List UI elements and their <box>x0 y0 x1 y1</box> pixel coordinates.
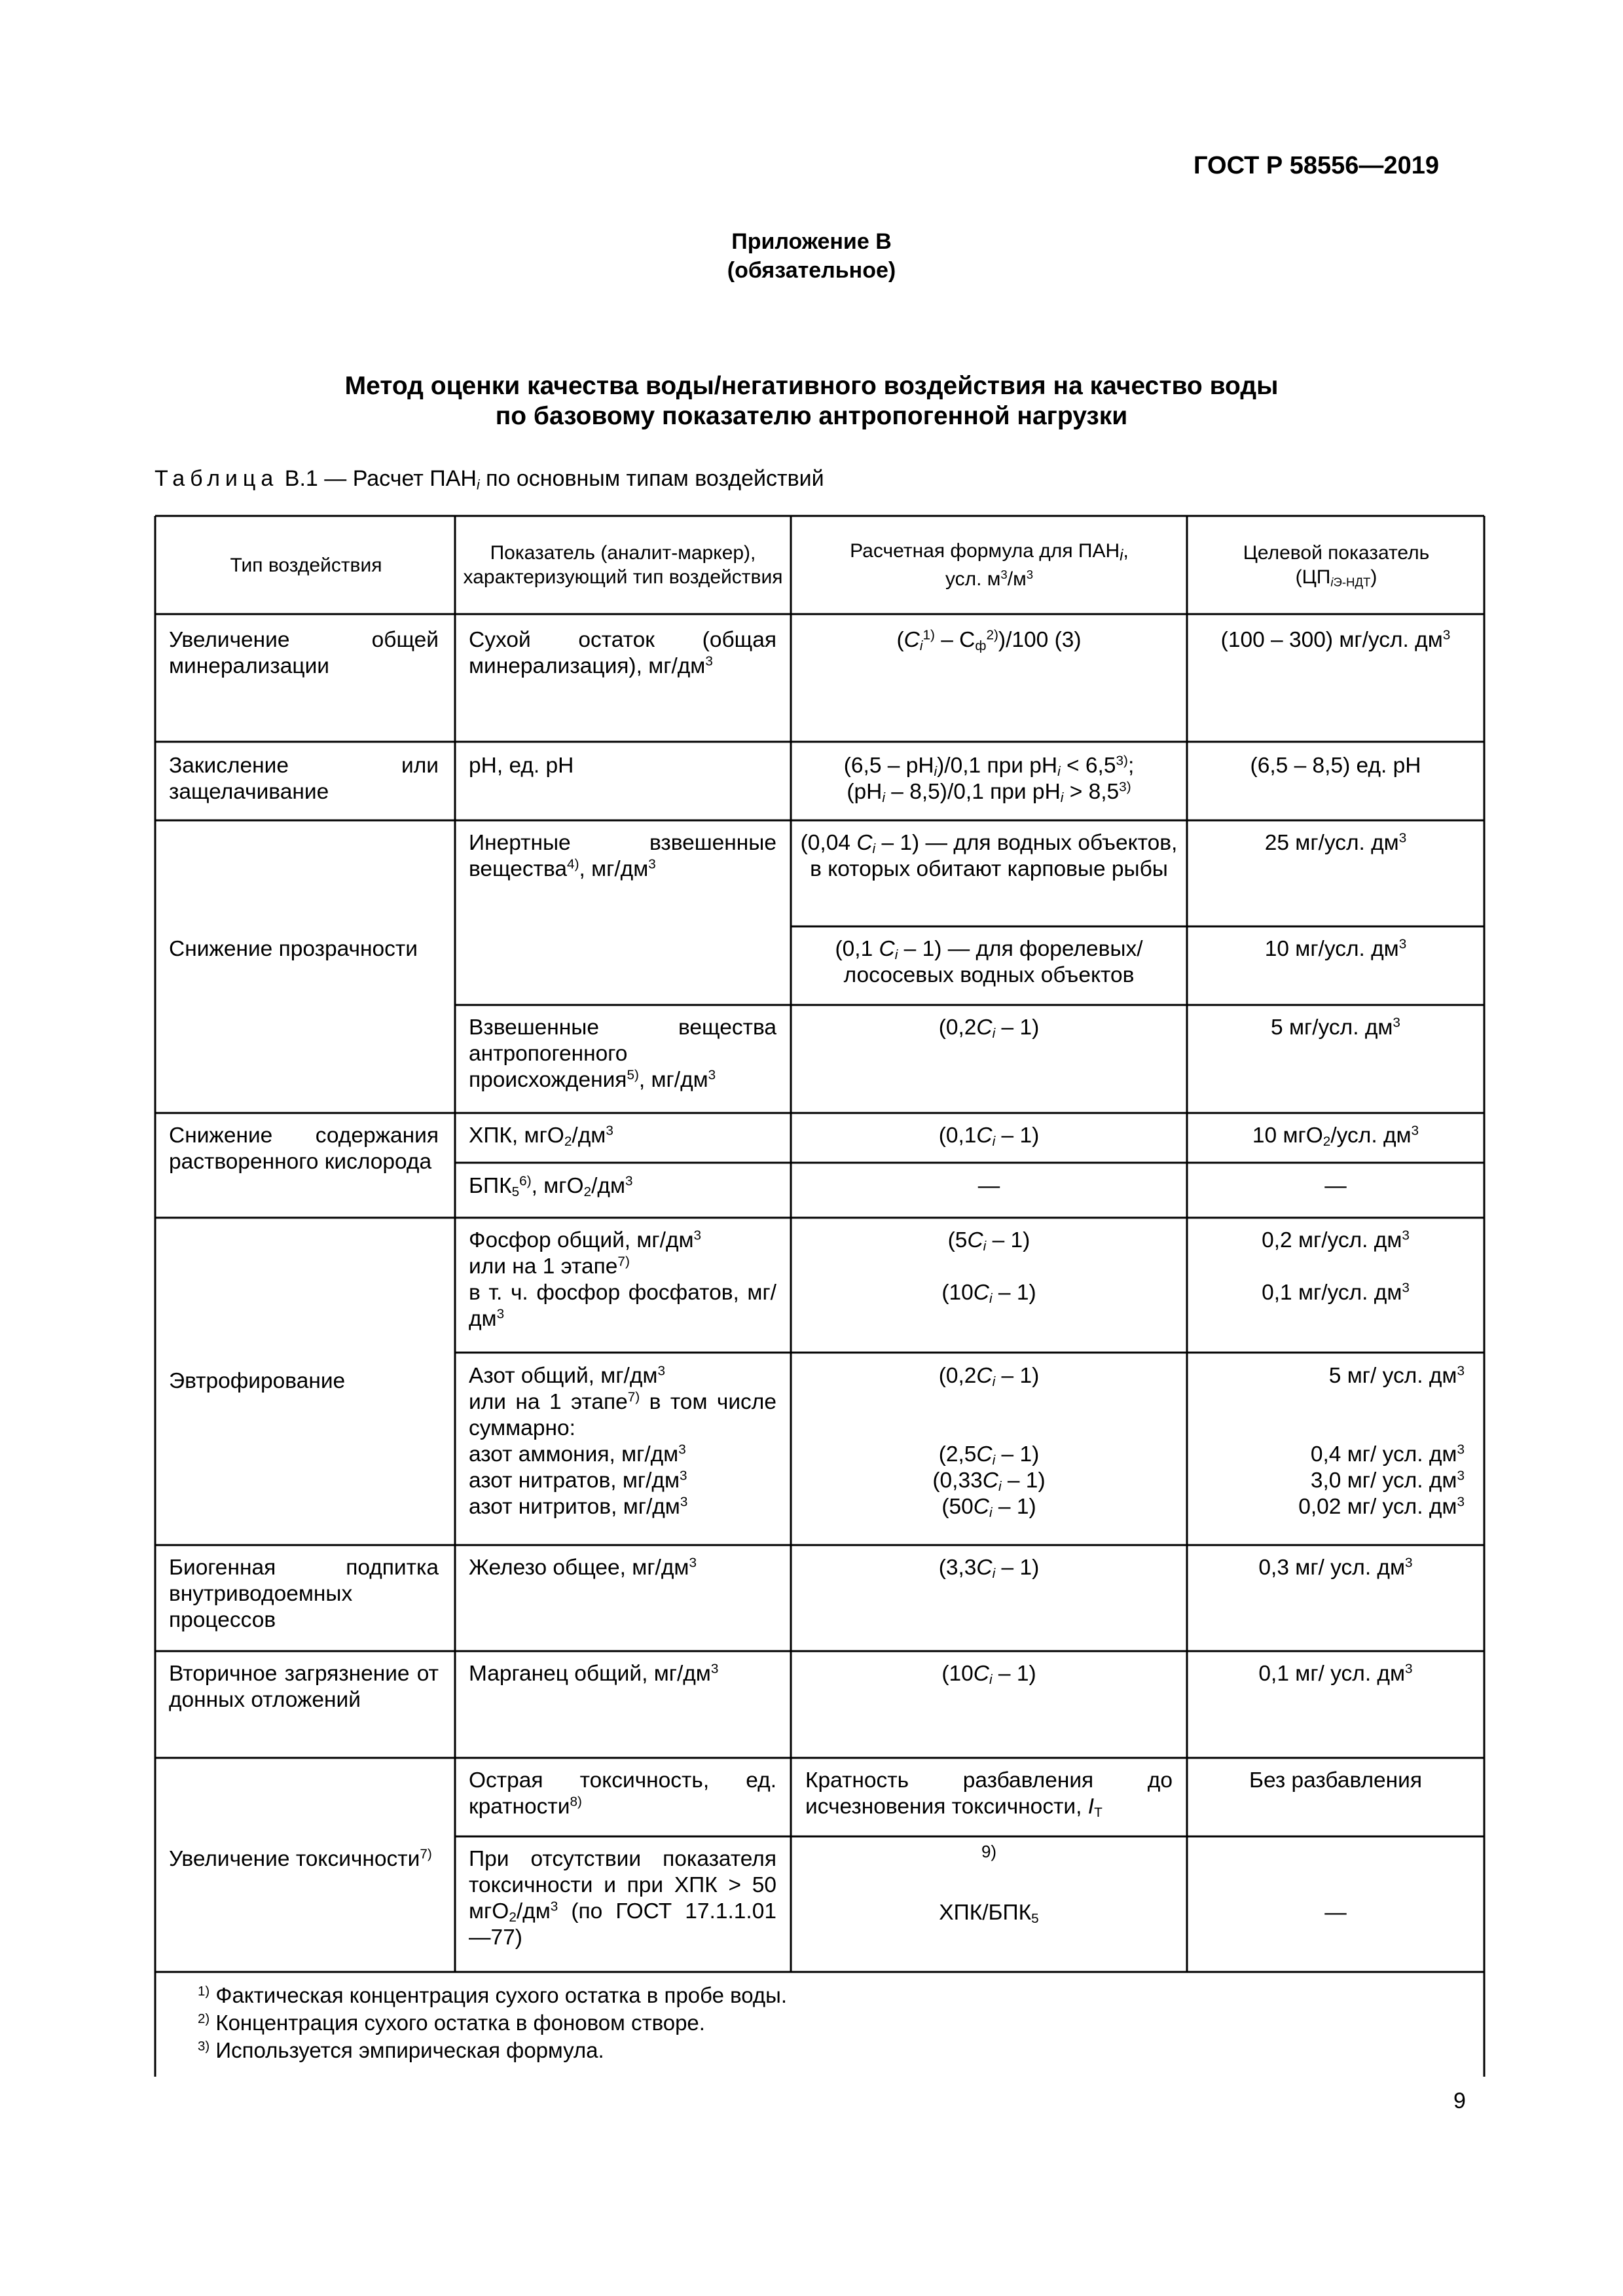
row6-indicator: Железо общее, $мг/дм^3$ <box>469 1555 697 1580</box>
header-cell-indicator: Показатель (аналит-маркер), характеризующий тип воздействия <box>463 542 783 588</box>
row8-target-acute: Без разбавления <box>1249 1768 1423 1793</box>
row6-formula: $(3,3C_i - 1)$ <box>938 1556 1040 1582</box>
row4-target-bod: — <box>1324 1174 1347 1198</box>
annex-status: (обязательное) <box>727 258 896 283</box>
row4-impact-type: Снижение содержания растворенного кислорода <box>169 1123 439 1174</box>
row3-target-anthropogenic: 5 мг/усл. $дм^3$ <box>1271 1015 1400 1040</box>
row7-target: 0,1 мг/ усл. $дм^3$ <box>1258 1661 1413 1686</box>
row1-impact-type: Увеличение общей минерализации <box>169 628 439 678</box>
row5-formula-nitrogen: $(0,2C_i - 1)$ $(2,5C_i - 1)$ $(0,33C_i - 1)$ $(50C_i - 1)$ <box>932 1364 1046 1521</box>
footnote-3: $^{3)}$ Используется эмпирическая формула. <box>198 2038 604 2062</box>
row5-target-phosphorus: 0,2 мг/усл. $дм^3$ 0,1 мг/усл. $дм^3$ <box>1262 1228 1410 1305</box>
row3-formula-trout: (0,1 $C_i - 1$) — для форелевых/ лососевых водных объектов <box>835 937 1143 987</box>
row2-impact-type: Закисление или защелачивание <box>169 754 439 804</box>
row4-indicator-cod: ХПК, $мгО_2/дм^3$ <box>469 1123 613 1150</box>
row8-target-no-toxicity: — <box>1324 1901 1347 1925</box>
row5-indicator-phosphorus: Фосфор общий, $мг/дм^3$ или на 1 этапе$^{7)}$ в т. ч. фосфор фосфатов, $мг/дм^3$ <box>469 1228 776 1331</box>
row3-target-carp: 25 мг/усл. $дм^3$ <box>1264 830 1407 855</box>
caption-index: i <box>476 477 480 493</box>
header-cell-impact-type: Тип воздействия <box>230 554 382 576</box>
row4-formula-bod: — <box>977 1174 1000 1198</box>
footnote-1: $^{1)}$ Фактическая концентрация сухого остатка в пробе воды. <box>198 1983 788 2007</box>
row3-indicator-inert: Инертные взвешенные вещества$^{4)}$, $мг/дм^3$ <box>469 831 776 881</box>
page-number: 9 <box>1453 2088 1466 2113</box>
section-title-line-1: Метод оценки качества воды/негативного воздействия на качество воды <box>344 372 1279 400</box>
row8-indicator-no-toxicity: При отсутствии показателя токсичности и при ХПК > 50 $мгО_2/дм^3$ (по ГОСТ 17.1.1.01—77) <box>469 1847 776 1950</box>
row3-formula-anthropogenic: $(0,2C_i - 1)$ <box>938 1015 1040 1042</box>
row8-indicator-acute: Острая токсичность, ед. кратности$^{8)}$ <box>469 1768 776 1819</box>
row8-footnote-mark: 9) <box>981 1842 997 1861</box>
caption-text: В.1 — Расчет ПАН <box>284 466 477 491</box>
row3-target-trout: 10 мг/усл. $дм^3$ <box>1264 936 1407 961</box>
footnote-2: $^{2)}$ Концентрация сухого остатка в фоновом створе. <box>198 2011 705 2035</box>
row2-target: (6,5 – 8,5) ед. pH <box>1250 754 1421 778</box>
section-title-line-2: по базовому показателю антропогенной нагрузки <box>495 402 1128 430</box>
row1-target: (100 – 300) мг/усл. $дм^3$ <box>1220 627 1451 652</box>
row6-impact-type: Биогенная подпитка внутриводоемных процессов <box>169 1556 439 1632</box>
caption-label: Таблица <box>155 466 279 491</box>
row4-formula-cod: $(0,1C_i - 1)$ <box>938 1123 1040 1150</box>
row7-formula: $(10C_i - 1)$ <box>941 1662 1036 1688</box>
row8-formula-no-toxicity: ХПК/$БПК_5$ <box>939 1901 1039 1927</box>
row7-impact-type: Вторичное загрязнение от донных отложений <box>169 1662 439 1712</box>
row7-indicator: Марганец общий, $мг/дм^3$ <box>469 1661 719 1686</box>
row5-impact-type: Эвтрофирование <box>169 1369 346 1393</box>
row2-formula: $(6,5 - pH_i)/0,1$ при $pH_i < 6,5^{3)}$; $(pH_i - 8,5)/0,1$ при $pH_i > 8,5^{3)}$ <box>843 753 1135 806</box>
row3-impact-type: Снижение прозрачности <box>169 937 418 961</box>
row5-target-nitrogen: 5 мг/ усл. $дм^3$ 0,4 мг/ усл. $дм^3$ 3,0 мг/ усл. $дм^3$ 0,02 мг/ усл. $дм^3$ <box>1298 1363 1465 1519</box>
row2-indicator: pH, ед. pH <box>469 754 574 778</box>
row1-indicator: Сухой остаток (общая минерализация), $мг/дм^3$ <box>469 628 776 678</box>
annex-title: Приложение В <box>731 229 892 254</box>
row4-target-cod: 10 мгО$_2$/усл. $дм^3$ <box>1252 1123 1419 1150</box>
row3-indicator-anthropogenic: Взвешенные вещества антропогенного происхождения$^{5)}$, $мг/дм^3$ <box>469 1015 776 1092</box>
row1-formula: $(C_i^{1)} - C_ф^{2)})/100$ (3) <box>896 627 1082 654</box>
row4-indicator-bod: $БПК_5^{6)}$, $мгО_2/дм^3$ <box>469 1173 633 1200</box>
document-id: ГОСТ Р 58556—2019 <box>1194 152 1439 179</box>
row8-impact-type: Увеличение токсичности$^{7)}$ <box>169 1846 432 1871</box>
row8-formula-acute: Кратность разбавления до исчезновения токсичности, $I_T$ <box>805 1768 1173 1821</box>
row6-target: 0,3 мг/ усл. $дм^3$ <box>1258 1555 1413 1580</box>
header-cell-formula: Расчетная формула для ПАНi, усл. $м^3/м^3$ <box>850 539 1129 591</box>
row5-formula-phosphorus: $(5C_i - 1)$ $(10C_i - 1)$ <box>941 1228 1036 1307</box>
caption-text-end: по основным типам воздействий <box>479 466 824 491</box>
header-cell-target: Целевой показатель $(ЦП_{iЭ-НДТ})$ <box>1243 542 1430 589</box>
row3-formula-carp: (0,04 $C_i - 1$) — для водных объектов, в которых обитают карповые рыбы <box>800 831 1178 881</box>
row5-indicator-nitrogen: Азот общий, $мг/дм^3$ или на 1 этапе$^{7)}$ в том числе суммарно: азот аммония, $мг/дм^3$ азот нитратов, $мг/дм^3$ азот нитритов, $мг/дм^3$ <box>469 1363 776 1519</box>
